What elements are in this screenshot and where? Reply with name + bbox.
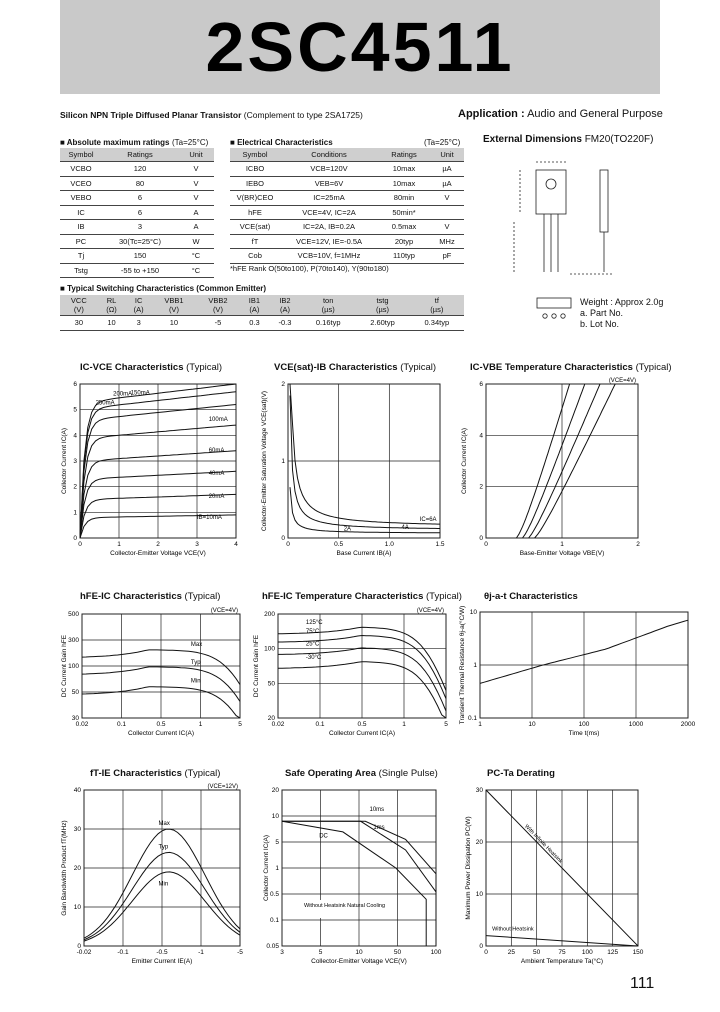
y-tick-label: 10	[475, 891, 483, 898]
curve-label: 25°C	[305, 641, 320, 648]
x-tick-label: 0	[286, 541, 290, 548]
x-tick-label: 1	[117, 541, 121, 548]
elec-cell: 20typ	[378, 234, 430, 249]
x-tick-label: 100	[581, 949, 593, 956]
chart-ft-ie	[58, 780, 248, 970]
application-label: Application :	[458, 108, 525, 120]
abs-max-row	[60, 191, 214, 206]
abs-max-cell: PC	[60, 234, 102, 249]
y-tick-label: 10	[271, 813, 279, 820]
abs-max-cell: 6	[102, 205, 178, 220]
x-tick-label: 1.5	[435, 541, 445, 548]
abs-max-table	[60, 148, 214, 278]
y-tick-label: 30	[71, 715, 79, 722]
abs-max-cell: 80	[102, 176, 178, 191]
switching-value: 0.16typ	[301, 316, 355, 331]
switching-value: 30	[60, 316, 98, 331]
y-tick-label: 0	[77, 943, 81, 950]
package-body-side	[600, 170, 608, 232]
y-tick-label: 100	[68, 663, 79, 670]
package-drawing	[500, 152, 630, 292]
x-tick-label: 1	[198, 721, 203, 728]
x-tick-label: 1	[402, 721, 406, 728]
curve-label: Max	[158, 821, 170, 828]
elec-cell: 110typ	[378, 249, 430, 264]
x-tick-label: -0.5	[156, 949, 168, 956]
curve-label: IC=6A	[419, 517, 437, 524]
elec-cell: 0.5max	[378, 220, 430, 235]
curve-label: 1ms	[373, 824, 385, 831]
curve-label: -30°C	[305, 654, 322, 661]
x-tick-label: -1	[198, 949, 204, 956]
switching-value: -0.3	[269, 316, 301, 331]
elec-col-unit: Unit	[430, 148, 464, 162]
package-body-front	[536, 170, 566, 214]
x-tick-label: 0	[484, 949, 488, 956]
abs-max-cell: V	[178, 176, 214, 191]
abs-col-ratings: Ratings	[102, 148, 178, 162]
abs-max-cell: 120	[102, 162, 178, 177]
abs-max-cell: 150	[102, 249, 178, 264]
abs-max-cell: Tstg	[60, 263, 102, 278]
x-tick-label: 0	[78, 541, 82, 548]
x-tick-label: 1	[560, 541, 564, 548]
curve-label: With Infinite Heatsink	[523, 823, 564, 865]
y-tick-label: 0	[479, 943, 483, 950]
x-axis-label: Emitter Current IE(A)	[131, 958, 193, 965]
elec-cell: 10max	[378, 162, 430, 177]
abs-max-cell: °C	[178, 263, 214, 278]
switching-value: 10	[98, 316, 126, 331]
x-tick-label: 75	[558, 949, 566, 956]
curve-label: 100mA	[208, 417, 228, 424]
elec-cell: ICBO	[230, 162, 280, 177]
curve-label: 20mA	[208, 494, 225, 501]
switching-col: VCC (V)	[60, 295, 98, 316]
abs-max-row	[60, 234, 214, 249]
x-tick-label: 50	[533, 949, 541, 956]
subtitle-main: Silicon NPN Triple Diffused Planar Transistor	[60, 110, 242, 120]
abs-max-row	[60, 263, 214, 278]
package-part-no: a. Part No.	[580, 308, 624, 318]
y-tick-label: 30	[475, 787, 483, 794]
y-tick-label: 300	[68, 637, 79, 644]
package-name: FM20(TO220F)	[584, 134, 654, 145]
x-tick-label: 50	[393, 949, 402, 956]
y-tick-label: 20	[267, 715, 275, 722]
elec-cell: fT	[230, 234, 280, 249]
elec-cell: µA	[430, 162, 464, 177]
series-line	[282, 821, 426, 946]
condition-label: (VCE=4V)	[608, 378, 636, 384]
y-tick-label: 1	[275, 865, 279, 872]
x-tick-label: 3	[195, 541, 199, 548]
elec-cell: V(BR)CEO	[230, 191, 280, 206]
package-weight: Weight : Approx 2.0g	[580, 297, 664, 307]
hfe-rank: *hFE Rank O(50to100), P(70to140), Y(90to180)	[230, 264, 389, 273]
x-tick-label: 2	[156, 541, 160, 548]
y-tick-label: 30	[73, 826, 81, 833]
abs-col-unit: Unit	[178, 148, 214, 162]
x-tick-label: 1000	[628, 721, 644, 728]
x-tick-label: 0	[484, 541, 488, 548]
condition-label: (VCE=12V)	[207, 784, 238, 790]
elec-cell: IC=25mA	[280, 191, 378, 206]
x-tick-label: 0.02	[75, 721, 89, 728]
series-line	[516, 384, 569, 538]
y-tick-label: 40	[73, 787, 81, 794]
abs-max-cell: A	[178, 205, 214, 220]
elec-cell: 10max	[378, 176, 430, 191]
y-tick-label: 1	[73, 509, 77, 517]
curve-label: 200mA	[113, 391, 133, 398]
chart-title-theta-t: θj-a-t Characteristics	[484, 591, 578, 602]
x-tick-label: -5	[237, 949, 243, 956]
abs-max-cell: V	[178, 162, 214, 177]
y-tick-label: 500	[68, 611, 79, 618]
x-tick-label: 0.5	[156, 721, 166, 728]
abs-max-cell: VCBO	[60, 162, 102, 177]
y-axis-label: Collector Current IC(A)	[461, 427, 468, 495]
chart-title-ft-ie: fT-IE Characteristics (Typical)	[90, 768, 221, 779]
series-line	[523, 384, 585, 538]
elec-table	[230, 148, 464, 264]
curve-label: 40mA	[208, 471, 225, 478]
switching-col: IC (A)	[125, 295, 152, 316]
curve-label: 4A	[401, 524, 409, 531]
elec-cell: IC=2A, IB=0.2A	[280, 220, 378, 235]
elec-cell: VEB=6V	[280, 176, 378, 191]
elec-cell: 80min	[378, 191, 430, 206]
y-tick-label: 2	[281, 381, 285, 388]
y-tick-label: 2	[73, 483, 77, 491]
x-tick-label: 0.1	[315, 721, 325, 728]
title-banner	[60, 0, 660, 94]
elec-col-symbol: Symbol	[230, 148, 280, 162]
y-tick-label: 10	[73, 904, 81, 911]
elec-cell: VCB=120V	[280, 162, 378, 177]
abs-max-cell: VEBO	[60, 191, 102, 206]
y-tick-label: 5	[73, 406, 77, 414]
switching-title: Typical Switching Characteristics (Common Emitter)	[67, 284, 267, 293]
elec-col-conditions: Conditions	[280, 148, 378, 162]
abs-max-cell: °C	[178, 249, 214, 264]
mount-hole	[546, 179, 556, 189]
x-tick-label: 0.1	[116, 721, 127, 728]
x-axis-label: Collector Current IC(A)	[127, 730, 195, 737]
curve-label: 60mA	[208, 448, 225, 455]
x-tick-label: 150	[632, 949, 644, 956]
x-tick-label: 0.5	[334, 541, 344, 548]
curve-label: 150mA	[130, 390, 150, 397]
chart-title-ic-vce: IC-VCE Characteristics (Typical)	[80, 362, 223, 373]
elec-cell	[430, 205, 464, 220]
application-value: Audio and General Purpose	[527, 108, 663, 120]
elec-row	[230, 234, 464, 249]
abs-max-row	[60, 176, 214, 191]
y-axis-label: Transient Thermal Resistance θj-a(°C/W)	[459, 605, 466, 725]
series-line	[290, 384, 440, 524]
abs-max-cell: 6	[102, 191, 178, 206]
x-tick-label: 3	[280, 949, 284, 956]
x-tick-label: 125	[607, 949, 619, 956]
x-axis-label: Collector-Emitter Voltage VCE(V)	[110, 550, 206, 557]
switching-col: VBB2 (V)	[196, 295, 240, 316]
abs-max-row	[60, 162, 214, 177]
switching-value: 10	[152, 316, 196, 331]
condition-label: (VCE=4V)	[210, 608, 238, 614]
x-axis-label: Base Current IB(A)	[336, 550, 392, 557]
x-axis-label: Collector Current IC(A)	[328, 730, 396, 737]
x-tick-label: -0.1	[117, 949, 129, 956]
switching-col: tstg (µs)	[355, 295, 409, 316]
switching-heading: ■ Typical Switching Characteristics (Common Emitter)	[60, 284, 267, 293]
elec-cell: V	[430, 191, 464, 206]
pin-diagram	[535, 296, 575, 324]
switching-col: IB2 (A)	[269, 295, 301, 316]
curve-label: Typ	[190, 659, 201, 666]
subtitle	[60, 110, 363, 120]
curve-label: Without Heatsink	[492, 926, 534, 933]
abs-col-symbol: Symbol	[60, 148, 102, 162]
elec-col-ratings: Ratings	[378, 148, 430, 162]
chart-title-hfe-ic: hFE-IC Characteristics (Typical)	[80, 591, 221, 602]
elec-row	[230, 191, 464, 206]
chart-title-ic-vbe: IC-VBE Temperature Characteristics (Typical)	[470, 362, 672, 373]
application	[458, 108, 663, 120]
x-tick-label: 1	[478, 721, 482, 728]
chart-theta-t	[456, 604, 702, 742]
x-tick-label: 10	[528, 721, 536, 728]
package-notes	[580, 297, 663, 330]
switching-value: 3	[125, 316, 152, 331]
external-dimensions-title: External Dimensions FM20(TO220F)	[483, 134, 654, 145]
abs-max-heading: ■ Absolute maximum ratings	[60, 138, 170, 147]
x-tick-label: 5	[444, 721, 448, 728]
x-tick-label: 100	[578, 721, 590, 728]
chart-title-vcesat-ib: VCE(sat)-IB Characteristics (Typical)	[274, 362, 437, 373]
curve-label: 2A	[343, 526, 352, 533]
abs-max-cell: 30(Tc=25°C)	[102, 234, 178, 249]
switching-table	[60, 295, 464, 331]
abs-max-cell: VCEO	[60, 176, 102, 191]
elec-row	[230, 205, 464, 220]
subtitle-complement: (Complement to type 2SA1725)	[243, 110, 363, 120]
chart-hfe-ic	[58, 604, 248, 742]
y-tick-label: 20	[475, 839, 483, 846]
abs-max-cell: -55 to +150	[102, 263, 178, 278]
abs-max-cell: W	[178, 234, 214, 249]
y-axis-label: Maximum Power Dissipation PC(W)	[465, 816, 472, 920]
elec-heading: ■ Electrical Characteristics	[230, 138, 333, 147]
abs-max-condition: (Ta=25°C)	[172, 138, 209, 147]
abs-max-row	[60, 220, 214, 235]
abs-max-cell: V	[178, 191, 214, 206]
elec-cell: µA	[430, 176, 464, 191]
elec-condition: (Ta=25°C)	[424, 138, 461, 147]
y-tick-label: 10	[469, 609, 477, 616]
page-number: 111	[630, 975, 655, 992]
abs-max-cell: IB	[60, 220, 102, 235]
chart-title-soa: Safe Operating Area (Single Pulse)	[285, 768, 438, 779]
x-tick-label: 25	[507, 949, 515, 956]
part-number-title: 2SC4511	[205, 8, 515, 86]
elec-cell: VCE=12V, IE=-0.5A	[280, 234, 378, 249]
x-tick-label: -0.02	[76, 949, 92, 956]
abs-max-row	[60, 249, 214, 264]
switching-col: IB1 (A)	[240, 295, 269, 316]
chart-title-hfe-ic-temp: hFE-IC Temperature Characteristics (Typical)	[262, 591, 462, 602]
switching-col: ton (µs)	[301, 295, 355, 316]
elec-row	[230, 176, 464, 191]
abs-max-cell: A	[178, 220, 214, 235]
y-axis-label: Collector-Emitter Saturation Voltage VCE(sat)(V)	[261, 390, 268, 532]
abs-max-cell: IC	[60, 205, 102, 220]
elec-row	[230, 249, 464, 264]
x-tick-label: 4	[234, 541, 238, 548]
y-axis-label: DC Current Gain hFE	[253, 634, 260, 698]
y-tick-label: 4	[73, 432, 77, 440]
y-tick-label: 0	[73, 535, 77, 542]
series-line	[529, 384, 600, 538]
elec-cell: VCE(sat)	[230, 220, 280, 235]
switching-col: VBB1 (V)	[152, 295, 196, 316]
x-tick-label: 5	[238, 721, 242, 728]
elec-cell: 50min*	[378, 205, 430, 220]
y-tick-label: 0.5	[269, 891, 279, 898]
condition-label: (VCE=4V)	[416, 608, 444, 614]
y-tick-label: 2	[479, 483, 483, 491]
y-axis-label: DC Current Gain hFE	[61, 634, 68, 698]
switching-col: tf (µs)	[410, 295, 464, 316]
y-tick-label: 6	[73, 381, 77, 388]
abs-max-row	[60, 205, 214, 220]
abs-max-title: Absolute maximum ratings	[66, 138, 170, 147]
x-axis-label: Ambient Temperature Ta(°C)	[520, 958, 604, 965]
y-tick-label: 200	[264, 611, 275, 618]
chart-vcesat-ib	[256, 376, 452, 558]
elec-row	[230, 220, 464, 235]
y-tick-label: 1	[473, 662, 477, 669]
x-tick-label: 0.02	[271, 721, 285, 728]
elec-cell: hFE	[230, 205, 280, 220]
chart-ic-vce	[58, 376, 246, 558]
y-tick-label: 6	[479, 381, 483, 388]
x-axis-label: Collector-Emitter Voltage VCE(V)	[311, 958, 407, 965]
abs-max-cell: Tj	[60, 249, 102, 264]
elec-cell: IEBO	[230, 176, 280, 191]
curve-label: Typ	[158, 844, 169, 851]
switching-value: -5	[196, 316, 240, 331]
switching-value: 2.60typ	[355, 316, 409, 331]
x-tick-label: 5	[318, 949, 323, 956]
y-tick-label: 0.1	[467, 715, 477, 722]
elec-cell: VCE=4V, IC=2A	[280, 205, 378, 220]
x-tick-label: 2	[636, 541, 640, 548]
curve-label: 250mA	[95, 400, 115, 407]
elec-cell: VCB=10V, f=1MHz	[280, 249, 378, 264]
elec-cell: MHz	[430, 234, 464, 249]
y-tick-label: 20	[271, 787, 279, 794]
x-tick-label: 100	[430, 949, 442, 956]
x-tick-label: 2000	[680, 721, 696, 728]
note-label: Without Heatsink Natural Cooling	[304, 903, 386, 909]
series-line	[535, 384, 616, 538]
curve-label: IB=10mA	[197, 514, 222, 521]
series-line	[290, 487, 440, 533]
chart-ic-vbe	[452, 376, 648, 558]
y-tick-label: 4	[479, 432, 483, 440]
switching-col: RL (Ω)	[98, 295, 126, 316]
y-axis-label: Collector Current IC(A)	[263, 834, 270, 902]
abs-max-cell: 3	[102, 220, 178, 235]
y-tick-label: 0	[281, 535, 285, 542]
x-tick-label: 0.5	[357, 721, 367, 728]
chart-hfe-ic-temp	[250, 604, 454, 742]
package-lot-no: b. Lot No.	[580, 319, 620, 329]
curve-label: Min	[190, 678, 201, 685]
chart-soa	[260, 780, 448, 970]
y-tick-label: 100	[264, 645, 275, 653]
elec-cell: V	[430, 220, 464, 235]
curve-label: 75°C	[305, 628, 320, 635]
chart-pc-ta	[456, 780, 656, 970]
y-tick-label: 0.1	[269, 917, 279, 924]
curve-label: Max	[190, 642, 203, 649]
switching-value: 0.3	[240, 316, 269, 331]
y-tick-label: 3	[73, 458, 77, 465]
elec-cell: Cob	[230, 249, 280, 264]
switching-value: 0.34typ	[410, 316, 464, 331]
chart-title-pc-ta: PC-Ta Derating	[487, 768, 555, 779]
y-tick-label: 0	[479, 535, 483, 542]
y-tick-label: 50	[71, 689, 79, 696]
y-axis-label: Gain Bandwidth Product fT(MHz)	[61, 820, 68, 916]
y-tick-label: 20	[73, 865, 81, 872]
curve-label: 10ms	[369, 806, 385, 813]
elec-title: Electrical Characteristics	[237, 138, 333, 147]
y-axis-label: Collector Current IC(A)	[61, 427, 68, 495]
x-axis-label: Base-Emitter Voltage VBE(V)	[519, 550, 605, 557]
elec-row	[230, 162, 464, 177]
y-tick-label: 50	[267, 680, 275, 688]
elec-cell: pF	[430, 249, 464, 264]
y-tick-label: 0.05	[266, 943, 279, 950]
curve-label: DC	[319, 833, 328, 840]
x-tick-label: 1.0	[384, 541, 394, 548]
y-tick-label: 1	[281, 458, 285, 465]
curve-label: 125°C	[305, 620, 323, 627]
x-tick-label: 10	[355, 949, 363, 956]
curve-label: Min	[158, 881, 169, 888]
y-tick-label: 5	[275, 839, 279, 846]
x-axis-label: Time t(ms)	[568, 730, 600, 737]
